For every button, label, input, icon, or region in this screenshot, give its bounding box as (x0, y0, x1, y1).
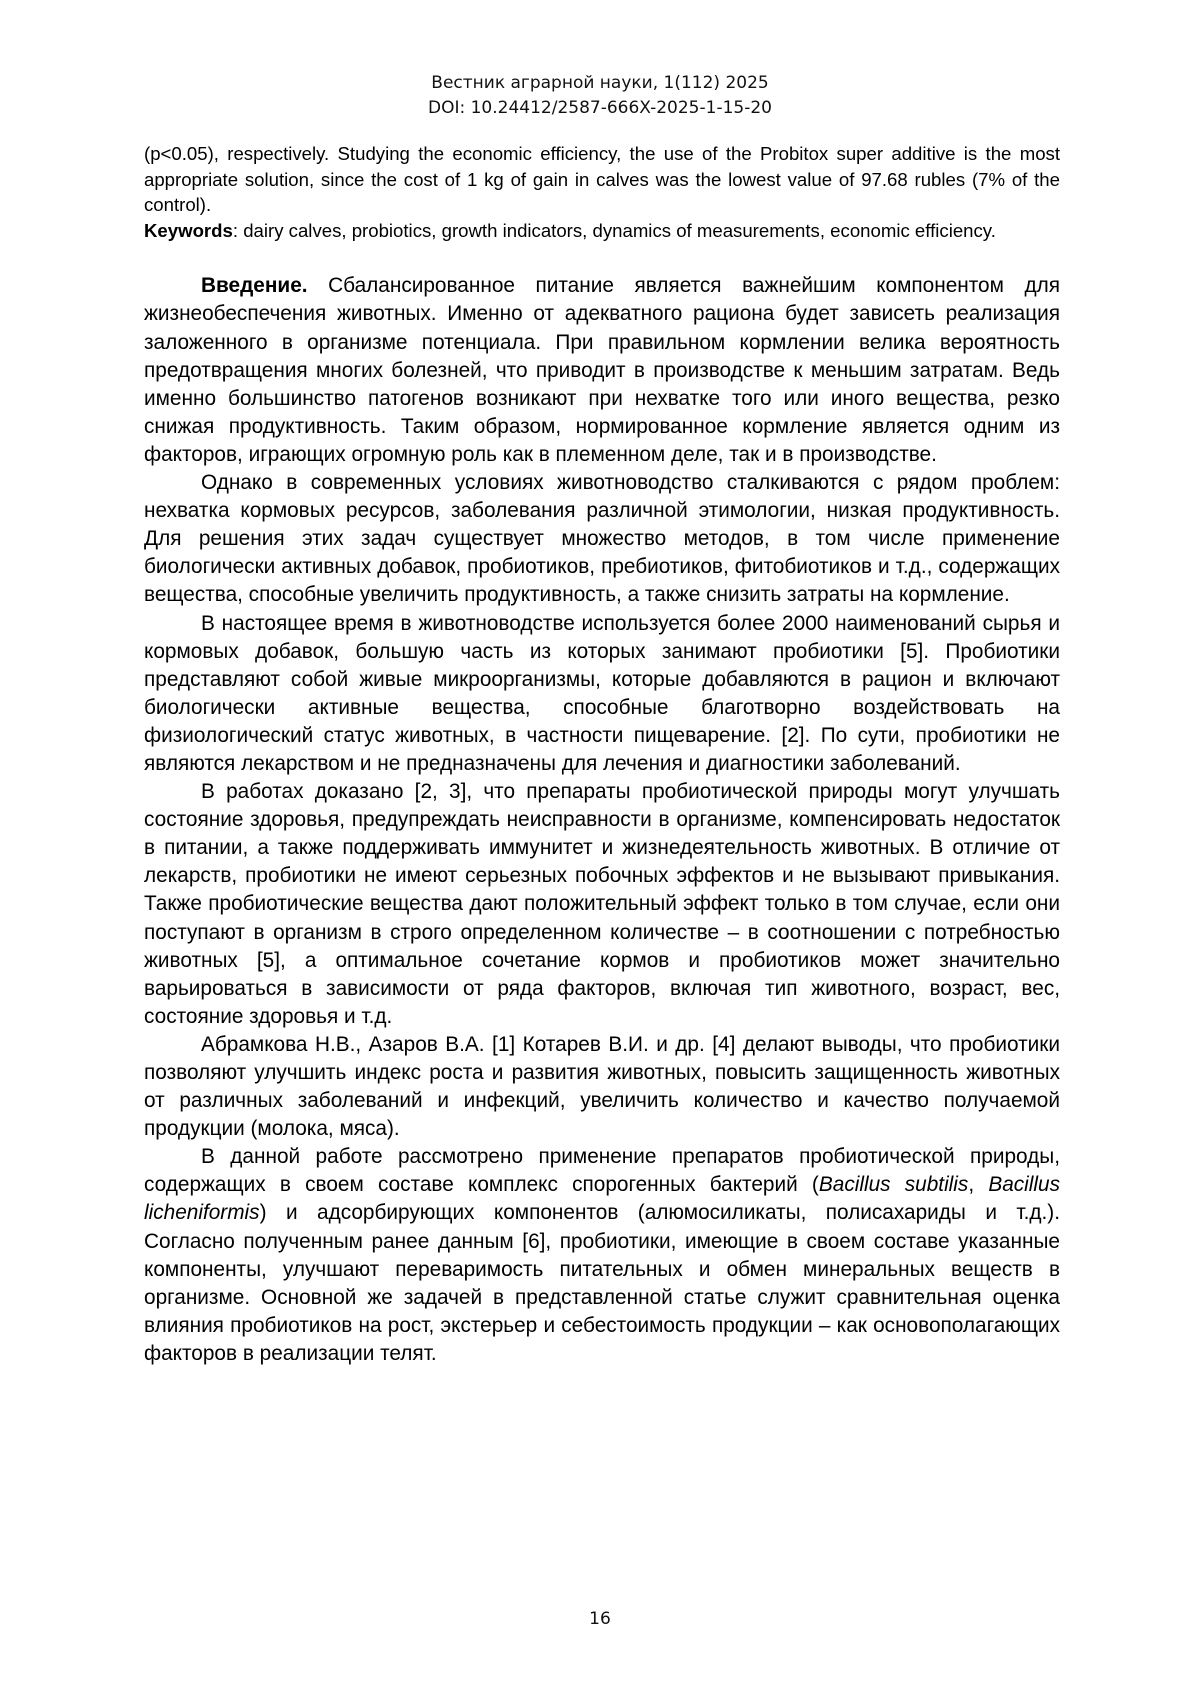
journal-header: Вестник аграрной науки, 1(112) 2025 (431, 73, 769, 93)
intro-paragraph-5: Абрамкова Н.В., Азаров В.А. [1] Котарев В.И. и др. [4] делают выводы, что пробиотики позволяют улучшить индекс роста и развития животных, повысить защищенность животных от различных заболеваний и инфекций, увеличить количество и качество получаемой продукции (молока, мяса). (144, 1032, 1060, 1141)
p6-text-c: ) и адсорбирующих компонентов (алюмосиликаты, полисахариды и т.д.). Согласно полученным ранее данным [6], пробиотики, имеющие в своем составе указанные компоненты, улучшают переваримость питательных и обмен минеральных веществ в организме. Основной же задачей в представленной статье служит сравнительная оценка влияния пробиотиков на рост, экстерьер и себестоимость продукции – как основополагающих факторов в реализации телят. (144, 1201, 1060, 1365)
intro-paragraph-4: В работах доказано [2, 3], что препараты пробиотической природы могут улучшать состояние здоровья, предупреждать неисправности в организме, компенсировать недостаток в питании, а также поддерживать иммунитет и жизнедеятельность животных. В отличие от лекарств, пробиотики не имеют серьезных побочных эффектов и не вызывают привыкания. Также пробиотические вещества дают положительный эффект только в том случае, если они поступают в организм в строго определенном количестве – в соотношении с потребностью животных [5], а оптимальное сочетание кормов и пробиотиков может значительно варьироваться в зависимости от ряда факторов, включая тип животного, возраст, вес, состояние здоровья и т.д. (144, 780, 1060, 1028)
abstract-tail: (p<0.05), respectively. Studying the economic efficiency, the use of the Probitox super additive is the most appropriate solution, since the cost of 1 kg of gain in calves was the lowest value of 97.68 rubles (7% of the control). (144, 143, 1060, 216)
intro-paragraph-3: В настоящее время в животноводстве используется более 2000 наименований сырья и кормовых добавок, большую часть из которых занимают пробиотики [5]. Пробиотики представляют собой живые микроорганизмы, которые добавляются в рацион и включают биологически активные вещества, способные благотворно воздействовать на физиологический статус животных, в частности пищеварение. [2]. По сути, пробиотики не являются лекарством и не предназначены для лечения и диагностики заболеваний. (144, 611, 1060, 775)
keywords-text: : dairy calves, probiotics, growth indicators, dynamics of measurements, economic efficiency. (232, 219, 996, 241)
intro-p1-text: Сбалансированное питание является важнейшим компонентом для жизнеобеспечения животных. Именно от адекватного рациона будет зависеть реализация заложенного в организме потенциала. При правильном кормлении велика вероятность предотвращения многих болезней, что приводит в производстве к меньшим затратам. Ведь именно большинство патогенов возникают при нехватке того или иного вещества, резко снижая продуктивность. Таким образом, нормированное кормление является одним из факторов, играющих огромную роль как в племенном деле, так и в производстве. (144, 274, 1060, 466)
intro-paragraph-2: Однако в современных условиях животноводство сталкиваются с рядом проблем: нехватка кормовых ресурсов, заболевания различной этимологии, низкая продуктивность. Для решения этих задач существует множество методов, в том числе применение биологически активных добавок, пробиотиков, пребиотиков, фитобиотиков и т.д., содержащих вещества, способные увеличить продуктивность, а также снизить затраты на кормление. (144, 471, 1060, 607)
bacillus-subtilis: Bacillus subtilis (818, 1173, 969, 1197)
page-number: 16 (589, 1609, 611, 1629)
intro-paragraph-1 (144, 272, 1060, 469)
doi-header: DOI: 10.24412/2587-666X-2025-1-15-20 (428, 98, 772, 118)
intro-paragraph-6 (144, 1143, 1060, 1368)
bacillus-licheniformis: Bacillus licheniformis (144, 1173, 1060, 1225)
keywords (144, 218, 1060, 244)
spacer (144, 243, 1060, 272)
article-body (144, 141, 1060, 1368)
keywords-label: Keywords (144, 219, 233, 241)
p6-sep: , (968, 1173, 989, 1197)
intro-heading: Введение. (201, 274, 308, 298)
p6-text-a: В данной работе рассмотрено применение препаратов пробиотической природы, содержащих в своем составе комплекс спорогенных бактерий ( (144, 1145, 1060, 1197)
